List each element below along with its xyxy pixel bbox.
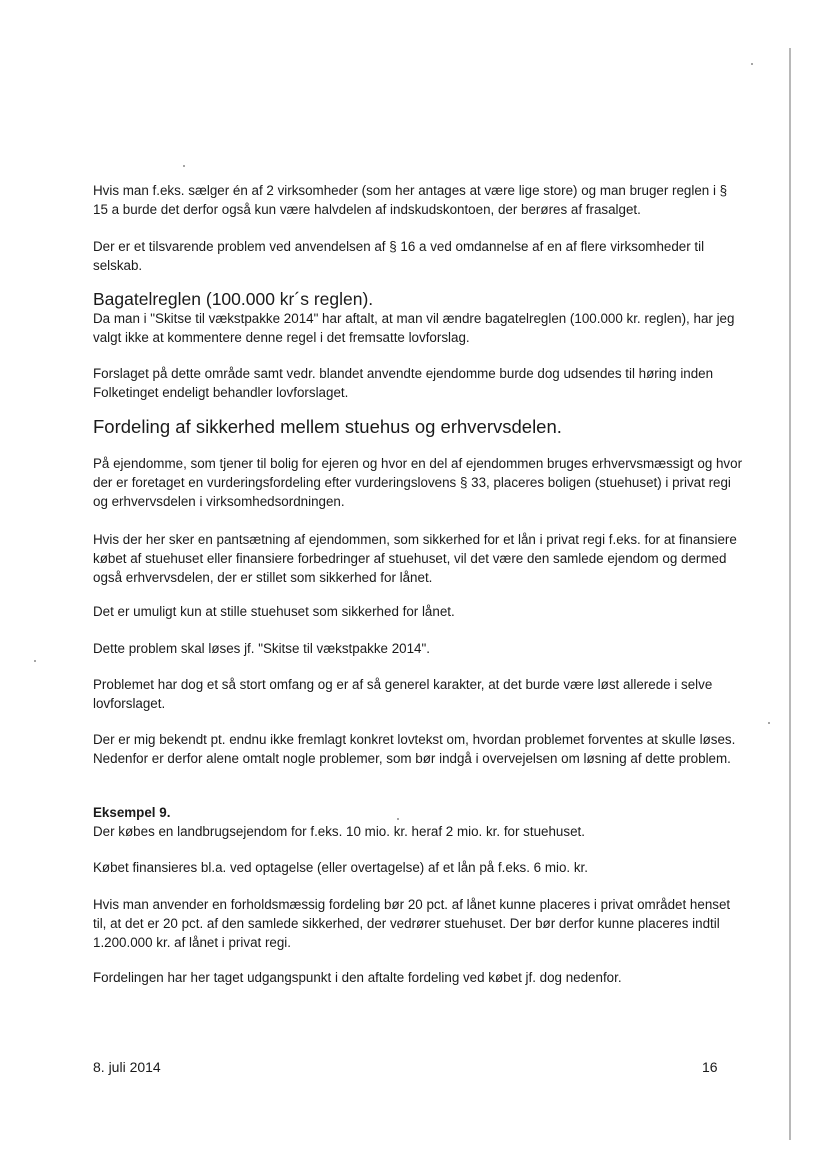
heading-fordeling-af-sikkerhed: Fordeling af sikkerhed mellem stuehus og erhvervsdelen. [93, 416, 562, 437]
paragraph-14: Fordelingen har her taget udgangspunkt i den aftalte fordeling ved købet jf. dog nedenfor. [93, 970, 622, 985]
paragraph-12: Købet finansieres bl.a. ved optagelse (eller overtagelse) af et lån på f.eks. 6 mio. kr. [93, 860, 588, 875]
paragraph-2: Der er et tilsvarende problem ved anvendelsen af § 16 a ved omdannelse af en af flere virksomheder til selskab. [93, 239, 705, 273]
paragraph-11: Der købes en landbrugsejendom for f.eks. 10 mio. kr. heraf 2 mio. kr. for stuehuset. [93, 824, 585, 839]
paragraph-5: På ejendomme, som tjener til bolig for ejeren og hvor en del af ejendommen bruges erhvervsmæssigt og hvor der er foretaget en vurderingsfordeling efter vurderingslovens § 33, placeres boligen (stuehuset) i privat regi og erhvervsdelen i virksomhedsordningen. [93, 456, 743, 509]
paragraph-8: Dette problem skal løses jf. "Skitse til vækstpakke 2014". [93, 641, 430, 656]
scan-speck [34, 660, 36, 662]
heading-eksempel-9: Eksempel 9. [93, 805, 171, 820]
scan-speck [183, 165, 185, 167]
page-edge-line [789, 48, 791, 1140]
scan-speck [768, 722, 770, 724]
heading-bagatelreglen: Bagatelreglen (100.000 kr´s reglen). [93, 289, 374, 309]
scan-speck [751, 63, 753, 65]
paragraph-10: Der er mig bekendt pt. endnu ikke fremlagt konkret lovtekst om, hvordan problemet forventes at skulle løses. Nedenfor er derfor alene omtalt nogle problemer, som bør indgå i overvejelsen om løsning af dette problem. [93, 732, 736, 766]
page-number: 16 [702, 1059, 718, 1075]
paragraph-6: Hvis der her sker en pantsætning af ejendommen, som sikkerhed for et lån i privat regi f.eks. for at finansiere købet af stuehuset eller finansiere forbedringer af stuehuset, vil det være den samlede ejendom og dermed også erhvervsdelen, der er stillet som sikkerhed for lånet. [93, 532, 737, 585]
paragraph-3: Da man i "Skitse til vækstpakke 2014" har aftalt, at man vil ændre bagatelreglen (100.000 kr. reglen), har jeg valgt ikke at kommentere denne regel i det fremsatte lovforslag. [93, 311, 735, 345]
footer-date: 8. juli 2014 [93, 1059, 161, 1075]
paragraph-4: Forslaget på dette område samt vedr. blandet anvendte ejendomme burde dog udsendes til høring inden Folketinget endeligt behandler lovforslaget. [93, 366, 714, 400]
paragraph-7: Det er umuligt kun at stille stuehuset som sikkerhed for lånet. [93, 604, 455, 619]
paragraph-9: Problemet har dog et så stort omfang og er af så generel karakter, at det burde være løst allerede i selve lovforslaget. [93, 677, 713, 711]
paragraph-13: Hvis man anvender en forholdsmæssig fordeling bør 20 pct. af lånet kunne placeres i privat området henset til, at det er 20 pct. af den samlede sikkerhed, der vedrører stuehuset. Der bør derfor kunne placeres indtil 1.200.000 kr. af lånet i privat regi. [93, 897, 731, 950]
paragraph-1: Hvis man f.eks. sælger én af 2 virksomheder (som her antages at være lige store) og man bruger reglen i § 15 a burde det derfor også kun være halvdelen af indskudskontoen, der berøres af frasalget. [93, 183, 728, 217]
